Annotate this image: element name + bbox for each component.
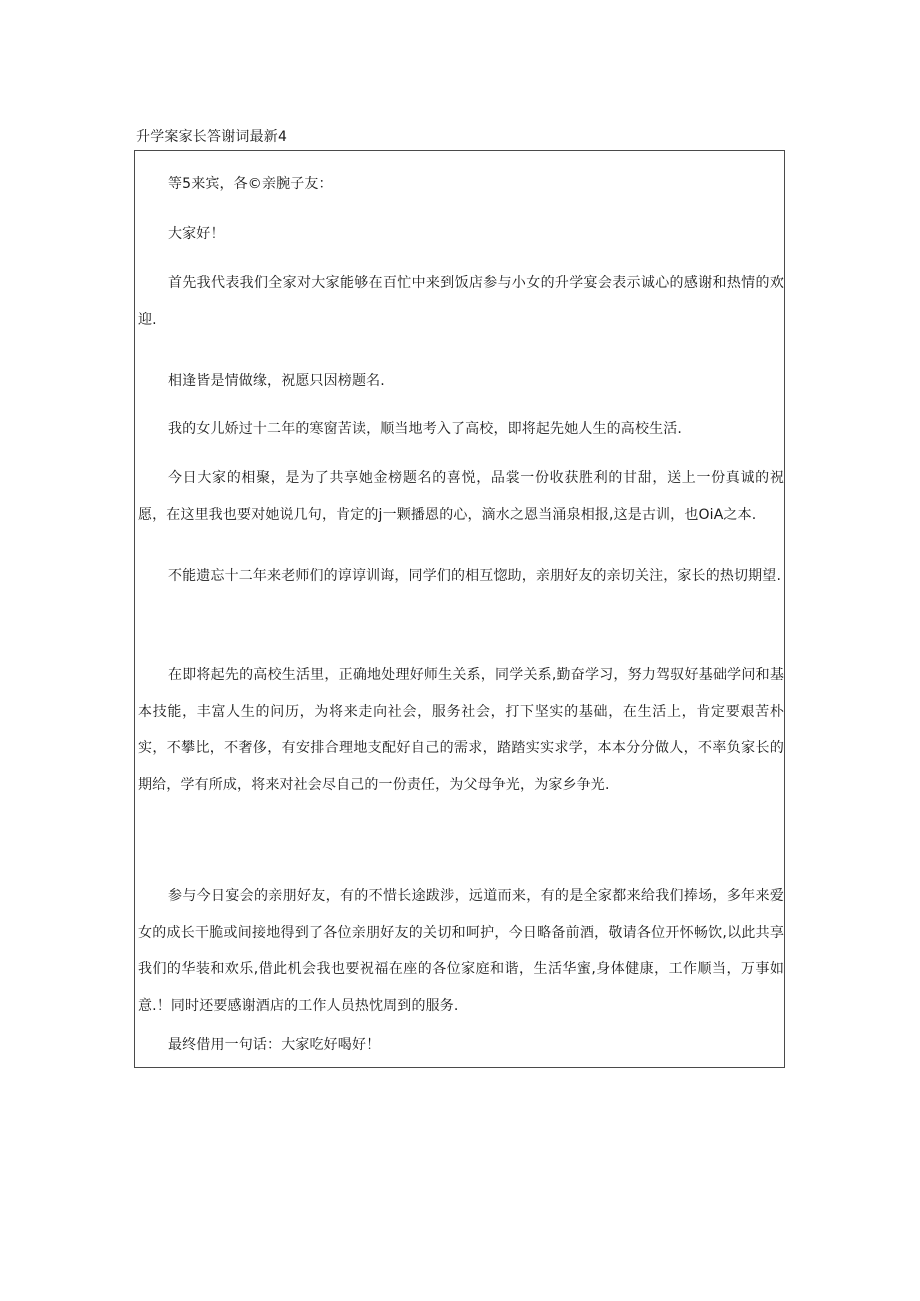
fate-paragraph: 相逢皆是情做缘，祝愿只因榜题名.: [168, 373, 385, 389]
closing-paragraph: 最终借用一句话：大家吃好喝好！: [168, 1037, 381, 1053]
greeting-paragraph: 等5来宾，各©亲腕子友：: [168, 176, 333, 192]
thanks-paragraph: 首先我代表我们全家对大家能够在百忙中来到饭店参与小女的升学宴会表示诚心的感谢和热情的欢迎.: [138, 275, 784, 328]
daughter-paragraph: 我的女儿娇过十二年的寒窗苦读，顺当地考入了高校，即将起先她人生的高校生活.: [168, 421, 682, 437]
guests-paragraph: 参与今日宴会的亲朋好友，有的不惜长途跋涉，远道而来，有的是全家都来给我们捧场，多年来爱女的成长干脆或间接地得到了各位亲朋好友的关切和呵护，今日略备前酒，敬请各位开怀畅饮,以此共享我们的华装和欢乐,借此机会我也要祝福在座的各位家庭和谐，生活华蜜,身体健康，工作顺当，万事如意.！同时还要感谢酒店的工作人员热忱周到的服务.: [138, 888, 784, 1014]
hello-paragraph: 大家好！: [168, 226, 225, 242]
teachers-paragraph: 不能遗忘十二年来老师们的谆谆训诲，同学们的相互惚助，亲朋好友的亲切关注，家长的热切期望.: [168, 568, 782, 584]
gathering-paragraph: 今日大家的相聚，是为了共享她金榜题名的喜悦，品裳一份收获胜利的甘甜，送上一份真诚的祝愿，在这里我也要对她说几句，肯定的j一颗播恩的心，滴水之恩当涌泉相报,这是古训，也OiA之本.: [138, 470, 784, 523]
college-life-paragraph: 在即将起先的高校生活里，正确地处理好师生关系，同学关系,勤奋学习，努力驾驭好基础学问和基本技能，丰富人生的问历，为将来走向社会，服务社会，打下坚实的基础，在生活上，肯定要艰苦朴实，不攀比，不奢侈，有安排合理地支配好自己的需求，踏踏实实求学，本本分分做人，不率负家长的期给，学有所成，将来对社会尽自己的一份责任，为父母争光，为家乡争光.: [138, 667, 784, 793]
content-box: [134, 150, 785, 1068]
document-title: 升学案家长答谢词最新4: [136, 129, 288, 145]
